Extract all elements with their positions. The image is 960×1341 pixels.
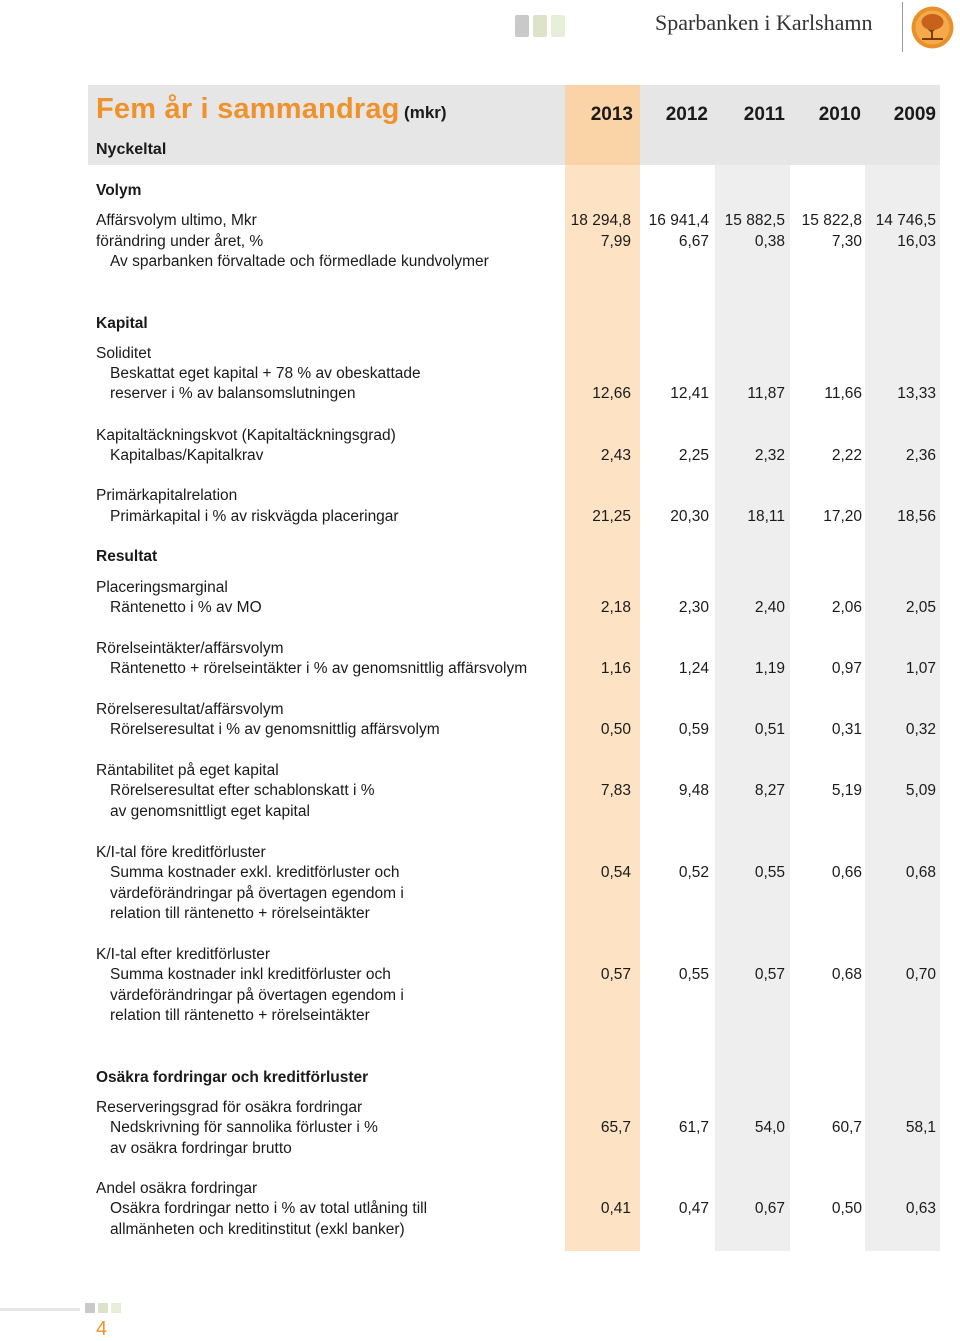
value-ki_fore-2009: 0,68 — [905, 864, 936, 881]
section-resultat: Resultat — [96, 548, 158, 565]
row-sublabel: av genomsnittligt eget kapital — [110, 803, 310, 820]
value-kapitaltackning-2011: 2,32 — [754, 447, 785, 464]
row-label: Rörelseresultat/affärsvolym — [96, 701, 284, 718]
value-primarkapital-2009: 18,56 — [897, 508, 936, 525]
row-sublabel: Beskattat eget kapital + 78 % av obeskattade — [110, 365, 421, 382]
value-reserveringsgrad-2009: 58,1 — [905, 1119, 936, 1136]
value-rantabilitet-2010: 5,19 — [831, 782, 862, 799]
brand-name: Sparbanken i Karlshamn — [655, 10, 873, 35]
value-affarsvolym-2011: 15 882,5 — [724, 212, 785, 229]
value-rantabilitet-2011: 8,27 — [754, 782, 785, 799]
value-forandring-2011: 0,38 — [754, 233, 785, 250]
row-sublabel: Rörelseresultat efter schablonskatt i % — [110, 782, 375, 799]
deco-square — [515, 15, 529, 37]
row-sublabel: värdeförändringar på övertagen egendom i — [110, 885, 404, 902]
value-ki_efter-2012: 0,55 — [678, 966, 709, 983]
value-affarsvolym-2013: 18 294,8 — [570, 212, 631, 229]
value-forandring-2010: 7,30 — [831, 233, 862, 250]
value-affarsvolym-2012: 16 941,4 — [648, 212, 709, 229]
value-rantabilitet-2009: 5,09 — [905, 782, 936, 799]
value-rorelseresultat-2009: 0,32 — [905, 721, 936, 738]
row-sublabel: Primärkapital i % av riskvägda placeringar — [110, 508, 399, 525]
row-sublabel: värdeförändringar på övertagen egendom i — [110, 987, 404, 1004]
row-sublabel: Räntenetto i % av MO — [110, 599, 262, 616]
value-primarkapital-2010: 17,20 — [823, 508, 862, 525]
year-header-2012: 2012 — [665, 104, 708, 125]
value-kapitaltackning-2012: 2,25 — [678, 447, 709, 464]
year-header-2009: 2009 — [893, 104, 936, 125]
value-rorelseresultat-2010: 0,31 — [831, 721, 862, 738]
section-kapital: Kapital — [96, 315, 148, 332]
row-label: Primärkapitalrelation — [96, 487, 238, 504]
value-reserveringsgrad-2013: 65,7 — [600, 1119, 631, 1136]
year-header-2013: 2013 — [590, 104, 633, 125]
row-sublabel: Summa kostnader exkl. kreditförluster och — [110, 864, 400, 881]
value-placeringsmarginal-2013: 2,18 — [600, 599, 631, 616]
row-sublabel: Nedskrivning för sannolika förluster i % — [110, 1119, 378, 1136]
value-forandring-2013: 7,99 — [600, 233, 631, 250]
row-label: Andel osäkra fordringar — [96, 1180, 258, 1197]
value-ki_fore-2011: 0,55 — [754, 864, 785, 881]
value-placeringsmarginal-2009: 2,05 — [905, 599, 936, 616]
subtitle: Nyckeltal — [96, 141, 167, 158]
value-rorelseintakter-2009: 1,07 — [905, 660, 936, 677]
row-label: K/I-tal före kreditförluster — [96, 844, 266, 861]
year-header-2010: 2010 — [818, 104, 861, 125]
row-label: Kapitaltäckningskvot (Kapitaltäckningsgrad) — [96, 427, 396, 444]
year-header-2011: 2011 — [743, 104, 785, 125]
value-soliditet-2011: 11,87 — [747, 385, 785, 402]
title-unit: (mkr) — [404, 103, 447, 122]
value-soliditet-2013: 12,66 — [592, 385, 631, 402]
value-ki_efter-2010: 0,68 — [831, 966, 862, 983]
value-soliditet-2009: 13,33 — [897, 385, 936, 402]
row-label: Av sparbanken förvaltade och förmedlade kundvolymer — [110, 253, 489, 270]
value-andel_osakra-2013: 0,41 — [600, 1200, 631, 1217]
value-rorelseintakter-2011: 1,19 — [754, 660, 785, 677]
value-andel_osakra-2010: 0,50 — [831, 1200, 862, 1217]
value-andel_osakra-2012: 0,47 — [678, 1200, 709, 1217]
row-label: Placeringsmarginal — [96, 579, 228, 596]
value-kapitaltackning-2010: 2,22 — [831, 447, 862, 464]
row-sublabel: Osäkra fordringar netto i % av total utlåning till — [110, 1200, 428, 1217]
page-number: 4 — [96, 1318, 108, 1340]
value-affarsvolym-2010: 15 822,8 — [801, 212, 862, 229]
row-label: K/I-tal efter kreditförluster — [96, 946, 271, 963]
value-ki_efter-2011: 0,57 — [754, 966, 785, 983]
row-label: förändring under året, % — [96, 233, 264, 250]
value-affarsvolym-2009: 14 746,5 — [875, 212, 936, 229]
deco-square — [111, 1303, 121, 1313]
value-ki_fore-2012: 0,52 — [678, 864, 709, 881]
value-primarkapital-2013: 21,25 — [592, 508, 631, 525]
row-sublabel: allmänheten och kreditinstitut (exkl banker) — [110, 1221, 405, 1238]
value-rantabilitet-2012: 9,48 — [678, 782, 709, 799]
value-reserveringsgrad-2011: 54,0 — [754, 1119, 785, 1136]
row-sublabel: reserver i % av balansomslutningen — [110, 385, 356, 402]
deco-square — [98, 1303, 108, 1313]
row-sublabel: av osäkra fordringar brutto — [110, 1140, 292, 1157]
row-sublabel: Kapitalbas/Kapitalkrav — [110, 447, 264, 464]
row-label: Räntabilitet på eget kapital — [96, 762, 279, 779]
value-soliditet-2010: 11,66 — [824, 385, 862, 402]
row-label: Rörelseintäkter/affärsvolym — [96, 640, 284, 657]
section-volym: Volym — [96, 182, 142, 199]
value-primarkapital-2012: 20,30 — [670, 508, 709, 525]
header-decoration — [515, 15, 565, 37]
deco-square — [533, 15, 547, 37]
row-label: Affärsvolym ultimo, Mkr — [96, 212, 257, 229]
value-primarkapital-2011: 18,11 — [747, 508, 785, 525]
deco-square — [551, 15, 565, 37]
value-rorelseintakter-2012: 1,24 — [678, 660, 709, 677]
footer-decoration — [85, 1303, 121, 1313]
value-soliditet-2012: 12,41 — [670, 385, 709, 402]
title-text: Fem år i sammandrag — [96, 93, 400, 125]
deco-square — [85, 1303, 95, 1313]
value-placeringsmarginal-2011: 2,40 — [754, 599, 785, 616]
value-ki_efter-2013: 0,57 — [600, 966, 631, 983]
value-placeringsmarginal-2012: 2,30 — [678, 599, 709, 616]
row-sublabel: relation till räntenetto + rörelseintäkter — [110, 905, 370, 922]
value-forandring-2012: 6,67 — [678, 233, 709, 250]
row-sublabel: Räntenetto + rörelseintäkter i % av genomsnittlig affärsvolym — [110, 660, 528, 677]
value-rorelseintakter-2013: 1,16 — [600, 660, 631, 677]
tree-logo-icon — [910, 5, 955, 50]
value-andel_osakra-2011: 0,67 — [754, 1200, 785, 1217]
value-reserveringsgrad-2010: 60,7 — [831, 1119, 862, 1136]
value-kapitaltackning-2013: 2,43 — [600, 447, 631, 464]
value-ki_fore-2010: 0,66 — [831, 864, 862, 881]
brand-divider — [902, 2, 903, 52]
value-rorelseresultat-2011: 0,51 — [754, 721, 785, 738]
value-rorelseresultat-2012: 0,59 — [678, 721, 709, 738]
row-sublabel: relation till räntenetto + rörelseintäkter — [110, 1007, 370, 1024]
value-ki_efter-2009: 0,70 — [905, 966, 936, 983]
value-rorelseresultat-2013: 0,50 — [600, 721, 631, 738]
row-sublabel: Rörelseresultat i % av genomsnittlig affärsvolym — [110, 721, 440, 738]
section-osakra: Osäkra fordringar och kreditförluster — [96, 1069, 369, 1086]
value-forandring-2009: 16,03 — [897, 233, 936, 250]
value-rantabilitet-2013: 7,83 — [600, 782, 631, 799]
row-sublabel: Summa kostnader inkl kreditförluster och — [110, 966, 391, 983]
value-ki_fore-2013: 0,54 — [600, 864, 631, 881]
value-rorelseintakter-2010: 0,97 — [831, 660, 862, 677]
table-title — [96, 93, 447, 126]
value-andel_osakra-2009: 0,63 — [905, 1200, 936, 1217]
value-reserveringsgrad-2012: 61,7 — [678, 1119, 709, 1136]
value-placeringsmarginal-2010: 2,06 — [831, 599, 862, 616]
row-label: Soliditet — [96, 345, 152, 362]
footer-line — [0, 1308, 80, 1311]
row-label: Reserveringsgrad för osäkra fordringar — [96, 1099, 363, 1116]
value-kapitaltackning-2009: 2,36 — [905, 447, 936, 464]
